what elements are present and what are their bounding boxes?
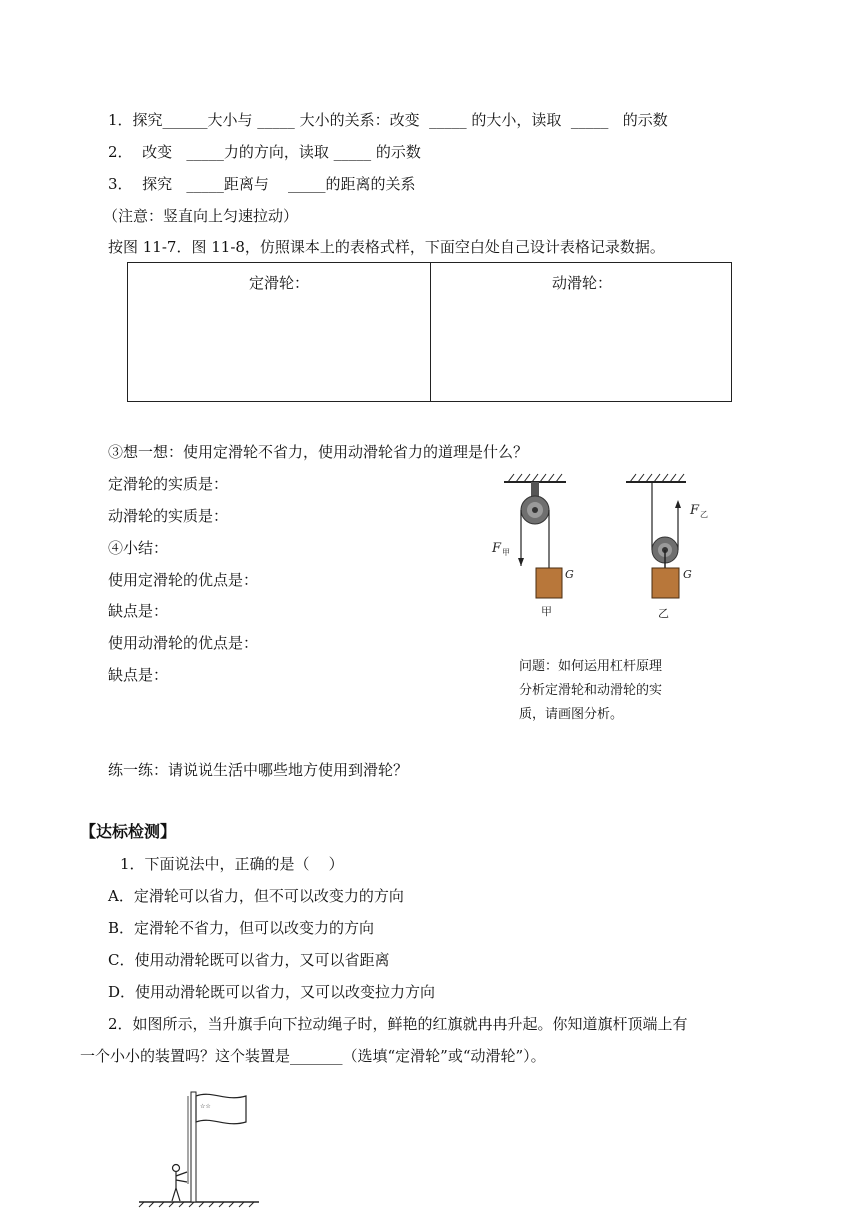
table-instruction: 按图 11-7．图 11-8，仿照课本上的表格式样，下面空白处自己设计表格记录数据。 — [108, 238, 665, 256]
section-heading: 【达标检测】 — [80, 822, 177, 841]
force-arrow-yi — [675, 500, 681, 508]
force-subscript-jia: 甲 — [502, 548, 510, 557]
fixed-pulley-disadvantage: 缺点是： — [108, 602, 169, 620]
test-question-2-line-1: 2．如图所示，当升旗手向下拉动绳子时，鲜艳的红旗就冉冉升起。你知道旗杆顶端上有 — [108, 1015, 688, 1033]
pulley-figure — [480, 470, 720, 630]
force-label-jia: F — [492, 541, 502, 556]
force-arrow-jia — [518, 558, 524, 566]
option-c[interactable]: C．使用动滑轮既可以省力，又可以省距离 — [108, 951, 390, 969]
fixed-pulley-column-header: 定滑轮： — [248, 274, 309, 292]
figure-question-line-1: 问题：如何运用杠杆原理 — [519, 659, 663, 674]
left-ceiling — [504, 474, 566, 482]
figure-question-line-2: 分析定滑轮和动滑轮的实 — [519, 683, 663, 698]
flag-raiser-figure — [172, 1165, 187, 1202]
force-subscript-yi: 乙 — [700, 510, 708, 519]
experiment-note: （注意：竖直向上匀速拉动） — [103, 207, 299, 225]
test-question-1: 1．下面说法中，正确的是（ ） — [120, 855, 344, 873]
caption-jia: 甲 — [541, 605, 552, 618]
experiment-line-1: 1．探究______大小与 _____ 大小的关系：改变 _____ 的大小，读取 _____ 的示数 — [108, 111, 668, 129]
flag-star-icon: ☆☆ — [200, 1103, 211, 1110]
right-ceiling — [626, 474, 686, 482]
fixed-pulley-essence: 定滑轮的实质是： — [108, 475, 229, 493]
flag-pole — [191, 1092, 196, 1202]
weight-block-right — [652, 568, 679, 598]
option-d[interactable]: D．使用动滑轮既可以省力，又可以改变拉力方向 — [108, 983, 436, 1001]
experiment-line-2: 2． 改变 _____力的方向，读取 _____ 的示数 — [108, 143, 421, 161]
movable-pulley-column-header: 动滑轮： — [551, 274, 612, 292]
movable-pulley-essence: 动滑轮的实质是： — [108, 507, 229, 525]
experiment-line-3: 3． 探究 _____距离与 _____的距离的关系 — [108, 175, 416, 193]
fixed-pulley-advantage: 使用定滑轮的优点是： — [108, 571, 259, 589]
weight-label-left: G — [565, 568, 574, 581]
option-a[interactable]: A．定滑轮可以省力，但不可以改变力的方向 — [108, 887, 404, 905]
figure-question-line-3: 质，请画图分析。 — [519, 707, 624, 722]
movable-pulley-disadvantage: 缺点是： — [108, 666, 169, 684]
think-question: ③想一想：使用定滑轮不省力，使用动滑轮省力的道理是什么？ — [108, 443, 529, 461]
test-question-2-line-2: 一个小小的装置吗？这个装置是_______（选填“定滑轮”或“动滑轮”）。 — [80, 1047, 546, 1065]
force-label-yi: F — [690, 503, 700, 518]
weight-block-left — [536, 568, 562, 598]
option-b[interactable]: B．定滑轮不省力，但可以改变力的方向 — [108, 919, 375, 937]
summary-label: ④小结： — [108, 539, 169, 557]
weight-label-right: G — [683, 568, 692, 581]
movable-pulley-advantage: 使用动滑轮的优点是： — [108, 634, 259, 652]
movable-pulley — [652, 482, 678, 568]
caption-yi: 乙 — [658, 607, 669, 620]
data-record-table[interactable] — [127, 262, 732, 402]
flagpole-illustration — [134, 1088, 264, 1208]
practice-question: 练一练：请说说生活中哪些地方使用到滑轮？ — [108, 761, 409, 779]
fixed-pulley — [521, 482, 549, 568]
